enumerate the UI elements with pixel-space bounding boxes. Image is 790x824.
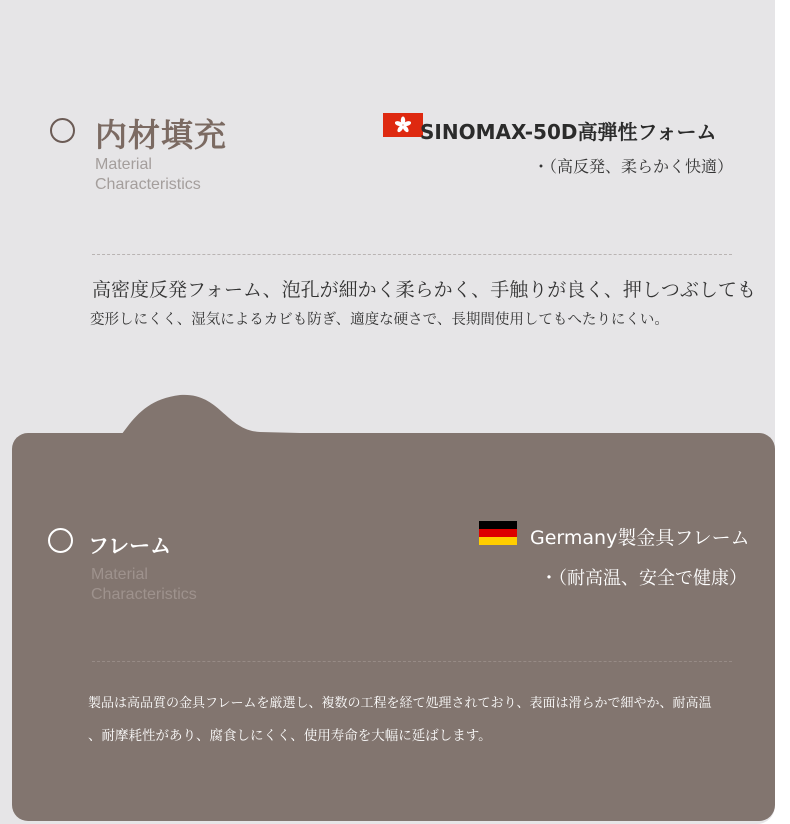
frame-divider <box>92 661 732 662</box>
frame-panel <box>12 433 775 821</box>
hong-kong-flag-icon <box>383 113 423 137</box>
material-subtitle-line1: Material <box>95 156 152 173</box>
material-bullet-circle-icon <box>50 118 75 143</box>
frame-section-title: フレーム <box>88 534 172 558</box>
frame-brand-name: Germany製金具フレーム <box>530 527 750 549</box>
frame-subtitle-line1: Material <box>91 566 148 583</box>
frame-section-subtitle <box>91 565 197 605</box>
frame-description-line2: 、耐摩耗性があり、腐食しにくく、使用寿命を大幅に延ばします。 <box>88 728 492 744</box>
material-feature-note: ・（高反発、柔らかく快適） <box>533 157 734 176</box>
frame-feature-note: ・（耐高温、安全で健康） <box>540 568 747 589</box>
material-brand-name: SINOMAX-50D高弾性フォーム <box>420 120 717 144</box>
frame-bullet-circle-icon <box>48 528 73 553</box>
material-divider <box>92 254 732 255</box>
material-description-line2: 変形しにくく、湿気によるカビも防ぎ、適度な硬さで、長期間使用してもへたりにくい。 <box>90 312 669 328</box>
material-description-line1: 高密度反発フォーム、泡孔が細かく柔らかく、手触りが良く、押しつぶしても <box>92 279 756 301</box>
germany-flag-icon <box>479 521 517 545</box>
frame-description-line1: 製品は高品質の金具フレームを厳選し、複数の工程を経て処理されており、表面は滑らかで細やか、耐高温 <box>88 696 712 711</box>
material-subtitle-line2: Characteristics <box>95 176 201 193</box>
material-section-title: 内材填充 <box>95 116 228 154</box>
frame-subtitle-line2: Characteristics <box>91 586 197 603</box>
material-section-subtitle <box>95 155 201 195</box>
